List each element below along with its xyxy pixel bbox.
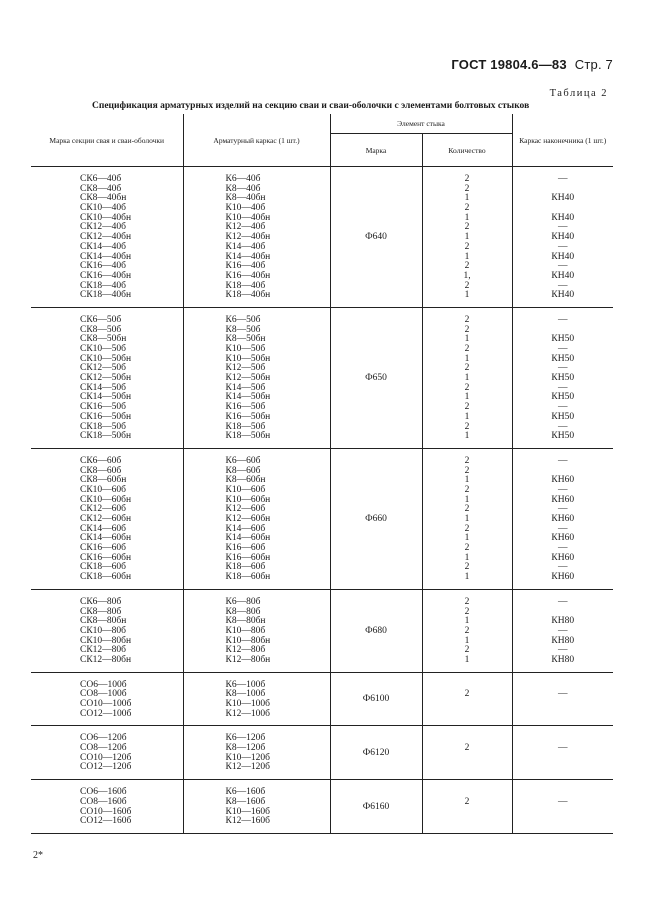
tip-frame (512, 780, 613, 834)
section-marks-line: СК14—50б (80, 382, 127, 393)
section-marks-line: СК6—40б (80, 174, 122, 184)
frame-marks-line: К10—40б (225, 203, 266, 214)
section-marks-line: СК8—50бн (80, 334, 127, 345)
tip-frame-line: КН40 (551, 270, 575, 281)
section-marks-line: СК10—60бн (80, 494, 132, 505)
frame-marks-line: К10—60бн (225, 494, 271, 505)
table-label: Таблица 2 (549, 88, 608, 99)
element-quantity-line: 1 (464, 494, 470, 505)
element-quantity-line: 2 (464, 596, 470, 607)
element-quantity-line: 2 (464, 261, 470, 272)
element-quantity-line: 1 (464, 353, 470, 364)
section-marks-line: СК12—80бн (80, 654, 132, 665)
tip-frame (512, 448, 613, 589)
table-row (31, 780, 613, 834)
tip-frame-line: — (558, 344, 568, 354)
section-marks-line: СК12—80б (80, 645, 127, 656)
tip-frame-line: — (558, 280, 568, 291)
frame-marks-line: К10—80б (225, 625, 266, 636)
element-mark: Ф660 (330, 448, 422, 589)
element-quantity-line: 2 (464, 606, 470, 617)
section-marks (31, 780, 183, 834)
tip-frame-line: КН50 (551, 431, 575, 442)
frame-marks-line: К8—40б (225, 183, 261, 194)
section-marks-line: СО10—160б (80, 806, 132, 817)
frame-marks-line: К18—50бн (225, 431, 271, 442)
element-quantity (422, 448, 512, 589)
tip-frame-line: — (558, 402, 568, 413)
frame-marks-line: К8—50б (225, 324, 261, 335)
tip-frame-line: КН80 (551, 654, 575, 665)
frame-marks-line: К8—160б (225, 796, 266, 807)
section-marks (31, 448, 183, 589)
frame-marks-line: К8—40бн (225, 193, 266, 204)
section-marks-line: СК14—60б (80, 523, 127, 534)
frame-marks-line: К16—60б (225, 543, 266, 554)
page-footer: 2* (33, 850, 43, 861)
element-quantity (422, 672, 512, 726)
section-marks-line: СК12—40бн (80, 232, 132, 243)
element-mark: Ф640 (330, 167, 422, 308)
frame-marks-line: К18—60бн (225, 572, 271, 583)
frame-marks-line: К14—40б (225, 241, 266, 252)
tip-frame-line: КН60 (551, 494, 575, 505)
section-marks-line: СК18—50б (80, 421, 127, 432)
tip-frame-line: — (558, 363, 568, 374)
page-number: Стр. 7 (574, 57, 613, 72)
frame-marks (183, 672, 330, 726)
frame-marks-line: К6—100б (225, 679, 266, 690)
element-quantity (422, 780, 512, 834)
section-marks (31, 589, 183, 672)
frame-marks-line: К8—120б (225, 743, 266, 754)
tip-frame-line: — (558, 543, 568, 554)
element-quantity-line (423, 754, 512, 764)
element-quantity-line: 1 (464, 533, 470, 544)
element-quantity-line: 1 (464, 373, 470, 384)
frame-marks-line: К10—40бн (225, 212, 271, 223)
table-row (31, 589, 613, 672)
tip-frame-line: — (558, 241, 568, 252)
col-tip-header: Каркас наконечника (1 шт.) (512, 114, 613, 167)
section-marks (31, 726, 183, 780)
section-marks-line: СК10—40бн (80, 212, 132, 223)
element-quantity (422, 307, 512, 448)
section-marks-line: СК16—50бн (80, 411, 132, 422)
section-marks-line: СК8—50б (80, 324, 122, 335)
tip-frame-line: КН50 (551, 353, 575, 364)
frame-marks-line: К16—50б (225, 402, 266, 413)
element-quantity-line: 2 (464, 183, 470, 194)
element-quantity-line: 2 (464, 625, 470, 636)
gost-number: ГОСТ 19804.6—83 (451, 57, 567, 72)
element-quantity-line (423, 710, 512, 720)
frame-marks-line: К16—40б (225, 261, 266, 272)
section-marks-line: СК14—40б (80, 241, 127, 252)
col-element-mark-header: Марка (330, 134, 422, 167)
tip-frame-line: — (558, 625, 568, 636)
section-marks-line: СК16—60б (80, 543, 127, 554)
frame-marks-line: К12—80б (225, 645, 266, 656)
frame-marks-line: К14—50бн (225, 392, 271, 403)
table-row (31, 167, 613, 308)
tip-frame-line: — (558, 382, 568, 393)
tip-frame-line (513, 700, 614, 710)
tip-frame-line: — (558, 314, 568, 325)
col-mark-header: Марка секции свая и сваи-оболочки (31, 114, 183, 167)
tip-frame-line: — (558, 421, 568, 432)
tip-frame-line: КН60 (551, 533, 575, 544)
page-header (451, 57, 613, 72)
frame-marks-line: К8—80б (225, 606, 261, 617)
element-quantity-line: 2 (464, 222, 470, 233)
tip-frame-line: КН50 (551, 392, 575, 403)
element-quantity-line: 1 (464, 552, 470, 563)
frame-marks-line: К8—60бн (225, 475, 266, 486)
frame-marks-line: К18—40б (225, 280, 266, 291)
section-marks-line: СК10—50б (80, 344, 127, 354)
tip-frame-line: — (558, 596, 568, 607)
col-frame-header: Арматурный каркас (1 шт.) (183, 114, 330, 167)
tip-frame-line (513, 808, 614, 818)
tip-frame (512, 167, 613, 308)
tip-frame (512, 726, 613, 780)
section-marks-line: СК16—50б (80, 402, 127, 413)
section-marks-line: СК18—60б (80, 562, 127, 573)
frame-marks-line: К12—50б (225, 363, 266, 374)
section-marks-line: СК14—40бн (80, 251, 132, 262)
frame-marks-line: К18—60б (225, 562, 266, 573)
col-element-qty-header: Количество (422, 134, 512, 167)
tip-frame-line: — (558, 645, 568, 656)
tip-frame-line (513, 763, 614, 773)
element-quantity-line: 2 (464, 324, 470, 335)
element-quantity-line: 1 (464, 251, 470, 262)
section-marks-line: СК6—80б (80, 596, 122, 607)
element-quantity-line: 2 (464, 465, 470, 476)
frame-marks-line: К10—120б (225, 752, 270, 763)
element-quantity-line: 2 (464, 402, 470, 413)
element-quantity-line (423, 817, 512, 827)
section-marks-line: СК18—60бн (80, 572, 132, 583)
element-quantity-line: 1 (464, 654, 470, 665)
tip-frame-line (513, 817, 614, 827)
specification-table (31, 114, 613, 834)
frame-marks-line: К12—40б (225, 222, 266, 233)
section-marks-line: СК14—60бн (80, 533, 132, 544)
element-quantity-line: 2 (464, 174, 470, 184)
element-quantity-line: 2 (464, 344, 470, 354)
element-quantity (422, 167, 512, 308)
element-quantity-line: 1 (464, 475, 470, 486)
frame-marks-line: К10—160б (225, 806, 270, 817)
tip-frame-line: КН40 (551, 251, 575, 262)
element-quantity-line: 2 (464, 382, 470, 393)
section-marks-line: СК18—40б (80, 280, 127, 291)
tip-frame-line: — (558, 523, 568, 534)
frame-marks-line: К12—60б (225, 504, 266, 515)
tip-frame-line: КН50 (551, 411, 575, 422)
frame-marks-line: К18—50б (225, 421, 266, 432)
section-marks-line: СК6—50б (80, 314, 122, 325)
table-row (31, 672, 613, 726)
element-quantity-line: 2 (464, 504, 470, 515)
element-quantity-line: 1, (463, 270, 471, 281)
frame-marks-line: К8—100б (225, 689, 266, 700)
element-mark: Ф680 (330, 589, 422, 672)
section-marks-line: СО6—120б (80, 733, 127, 744)
section-marks-line: СК10—60б (80, 484, 127, 495)
frame-marks-line: К6—160б (225, 787, 266, 798)
element-quantity-line: 2 (464, 203, 470, 214)
frame-marks-line: К16—50бн (225, 411, 271, 422)
element-quantity-line: 2 (464, 455, 470, 466)
element-quantity-line: 1 (464, 193, 470, 204)
section-marks-line: СК14—50бн (80, 392, 132, 403)
section-marks (31, 167, 183, 308)
frame-marks-line: К12—120б (225, 762, 270, 773)
section-marks-line: СК12—60бн (80, 514, 132, 524)
element-quantity-line: 2 (464, 645, 470, 656)
tip-frame-line: — (558, 796, 568, 807)
section-marks-line: СК18—40бн (80, 290, 132, 301)
section-marks-line: СК12—50б (80, 363, 127, 374)
element-quantity-line (423, 808, 512, 818)
tip-frame-line: — (558, 174, 568, 184)
frame-marks-line: К10—100б (225, 699, 270, 709)
tip-frame-line (513, 710, 614, 720)
tip-frame-line: КН40 (551, 193, 575, 204)
element-quantity-line: 2 (464, 484, 470, 495)
frame-marks-line: К8—50бн (225, 334, 266, 345)
tip-frame-line: — (558, 222, 568, 233)
element-quantity-line: 1 (464, 334, 470, 345)
section-marks-line: СК10—40б (80, 203, 127, 214)
tip-frame-line: КН60 (551, 572, 575, 583)
section-marks (31, 672, 183, 726)
col-element-header: Элемент стыка (330, 114, 512, 134)
section-marks-line: СК16—40б (80, 261, 127, 272)
tip-frame (512, 307, 613, 448)
section-marks-line: СК12—40б (80, 222, 127, 233)
frame-marks-line: К14—60б (225, 523, 266, 534)
section-marks-line: СК10—80б (80, 625, 127, 636)
table-caption: Спецификация арматурных изделий на секцию сваи и сваи-оболочки с элементами болтовых стыков (92, 101, 530, 111)
frame-marks-line: К16—60бн (225, 552, 271, 563)
frame-marks-line: К10—60б (225, 484, 266, 495)
section-marks-line: СО6—160б (80, 787, 127, 798)
tip-frame-line: КН50 (551, 373, 575, 384)
element-quantity (422, 726, 512, 780)
section-marks-line: СК16—60бн (80, 552, 132, 563)
frame-marks-line: К12—160б (225, 816, 270, 827)
section-marks-line: СО12—160б (80, 816, 132, 827)
element-quantity-line: 2 (464, 796, 470, 807)
element-quantity-line: 2 (464, 523, 470, 534)
section-marks-line: СК16—40бн (80, 270, 132, 281)
element-mark: Ф6120 (330, 726, 422, 780)
element-quantity-line: 2 (464, 363, 470, 374)
element-quantity-line: 1 (464, 290, 470, 301)
element-quantity-line: 1 (464, 232, 470, 243)
tip-frame-line: — (558, 484, 568, 495)
section-marks-line: СК18—50бн (80, 431, 132, 442)
frame-marks-line: К10—50бн (225, 353, 271, 364)
tip-frame-line: — (558, 455, 568, 466)
tip-frame-line: КН60 (551, 475, 575, 486)
frame-marks (183, 448, 330, 589)
element-quantity-line: 2 (464, 421, 470, 432)
frame-marks-line: К14—60бн (225, 533, 271, 544)
section-marks-line: СК10—50бн (80, 353, 132, 364)
frame-marks-line: К8—60б (225, 465, 261, 476)
table-row (31, 448, 613, 589)
frame-marks-line: К6—60б (225, 455, 261, 466)
tip-frame-line: КН40 (551, 212, 575, 223)
section-marks-line: СО12—100б (80, 708, 132, 719)
frame-marks-line: К18—40бн (225, 290, 271, 301)
frame-marks-line: К10—80бн (225, 635, 271, 646)
frame-marks-line: К14—40бн (225, 251, 271, 262)
tip-frame-line: — (558, 743, 568, 754)
element-mark: Ф650 (330, 307, 422, 448)
frame-marks (183, 726, 330, 780)
frame-marks-line: К12—60бн (225, 514, 271, 524)
tip-frame (512, 589, 613, 672)
frame-marks-line: К12—40бн (225, 232, 271, 243)
section-marks-line: СО12—120б (80, 762, 132, 773)
element-quantity-line (423, 763, 512, 773)
section-marks-line: СК8—60б (80, 465, 122, 476)
section-marks-line: СО8—120б (80, 743, 127, 754)
tip-frame-line: — (558, 504, 568, 515)
section-marks-line: СК8—60бн (80, 475, 127, 486)
section-marks-line: СО8—160б (80, 796, 127, 807)
tip-frame-line: — (558, 261, 568, 272)
element-quantity-line: 1 (464, 411, 470, 422)
element-quantity-line: 1 (464, 212, 470, 223)
element-quantity-line: 1 (464, 514, 470, 524)
element-quantity-line: 2 (464, 543, 470, 554)
section-marks-line: СК8—40б (80, 183, 122, 194)
element-mark: Ф6100 (330, 672, 422, 726)
tip-frame-line: КН60 (551, 552, 575, 563)
section-marks-line: СО6—100б (80, 679, 127, 690)
element-quantity-line: 1 (464, 392, 470, 403)
section-marks-line: СК12—60б (80, 504, 127, 515)
tip-frame-line (513, 754, 614, 764)
element-quantity-line: 1 (464, 431, 470, 442)
frame-marks-line: К10—50б (225, 344, 266, 354)
element-quantity-line: 2 (464, 241, 470, 252)
element-quantity-line: 2 (464, 280, 470, 291)
frame-marks-line: К6—40б (225, 174, 261, 184)
tip-frame-line: КН80 (551, 635, 575, 646)
tip-frame-line: КН50 (551, 334, 575, 345)
section-marks-line: СК12—50бн (80, 373, 132, 384)
tip-frame-line: — (558, 689, 568, 700)
section-marks-line: СО10—120б (80, 752, 132, 763)
table-row (31, 307, 613, 448)
frame-marks (183, 167, 330, 308)
section-marks-line: СК6—60б (80, 455, 122, 466)
tip-frame (512, 672, 613, 726)
tip-frame-line: КН80 (551, 616, 575, 627)
element-mark: Ф6160 (330, 780, 422, 834)
frame-marks-line: К6—80б (225, 596, 261, 607)
element-quantity-line (423, 700, 512, 710)
frame-marks (183, 589, 330, 672)
frame-marks (183, 307, 330, 448)
section-marks-line: СК8—80бн (80, 616, 127, 627)
tip-frame-line: КН40 (551, 290, 575, 301)
section-marks-line: СК8—40бн (80, 193, 127, 204)
element-quantity-line: 1 (464, 616, 470, 627)
element-quantity-line: 2 (464, 314, 470, 325)
frame-marks-line: К8—80бн (225, 616, 266, 627)
frame-marks-line: К6—120б (225, 733, 266, 744)
frame-marks-line: К16—40бн (225, 270, 271, 281)
element-quantity-line: 2 (464, 562, 470, 573)
frame-marks-line: К6—50б (225, 314, 261, 325)
element-quantity-line: 2 (464, 743, 470, 754)
section-marks-line: СО8—100б (80, 689, 127, 700)
section-marks-line: СК10—80бн (80, 635, 132, 646)
frame-marks (183, 780, 330, 834)
tip-frame-line: — (558, 562, 568, 573)
tip-frame-line: КН60 (551, 514, 575, 524)
element-quantity (422, 589, 512, 672)
frame-marks-line: К14—50б (225, 382, 266, 393)
section-marks-line: СО10—100б (80, 699, 132, 709)
element-quantity-line: 1 (464, 572, 470, 583)
section-marks (31, 307, 183, 448)
element-quantity-line: 1 (464, 635, 470, 646)
frame-marks-line: К12—50бн (225, 373, 271, 384)
frame-marks-line: К12—100б (225, 708, 270, 719)
element-quantity-line: 2 (464, 689, 470, 700)
frame-marks-line: К12—80бн (225, 654, 271, 665)
table-row (31, 726, 613, 780)
section-marks-line: СК8—80б (80, 606, 122, 617)
tip-frame-line: КН40 (551, 232, 575, 243)
